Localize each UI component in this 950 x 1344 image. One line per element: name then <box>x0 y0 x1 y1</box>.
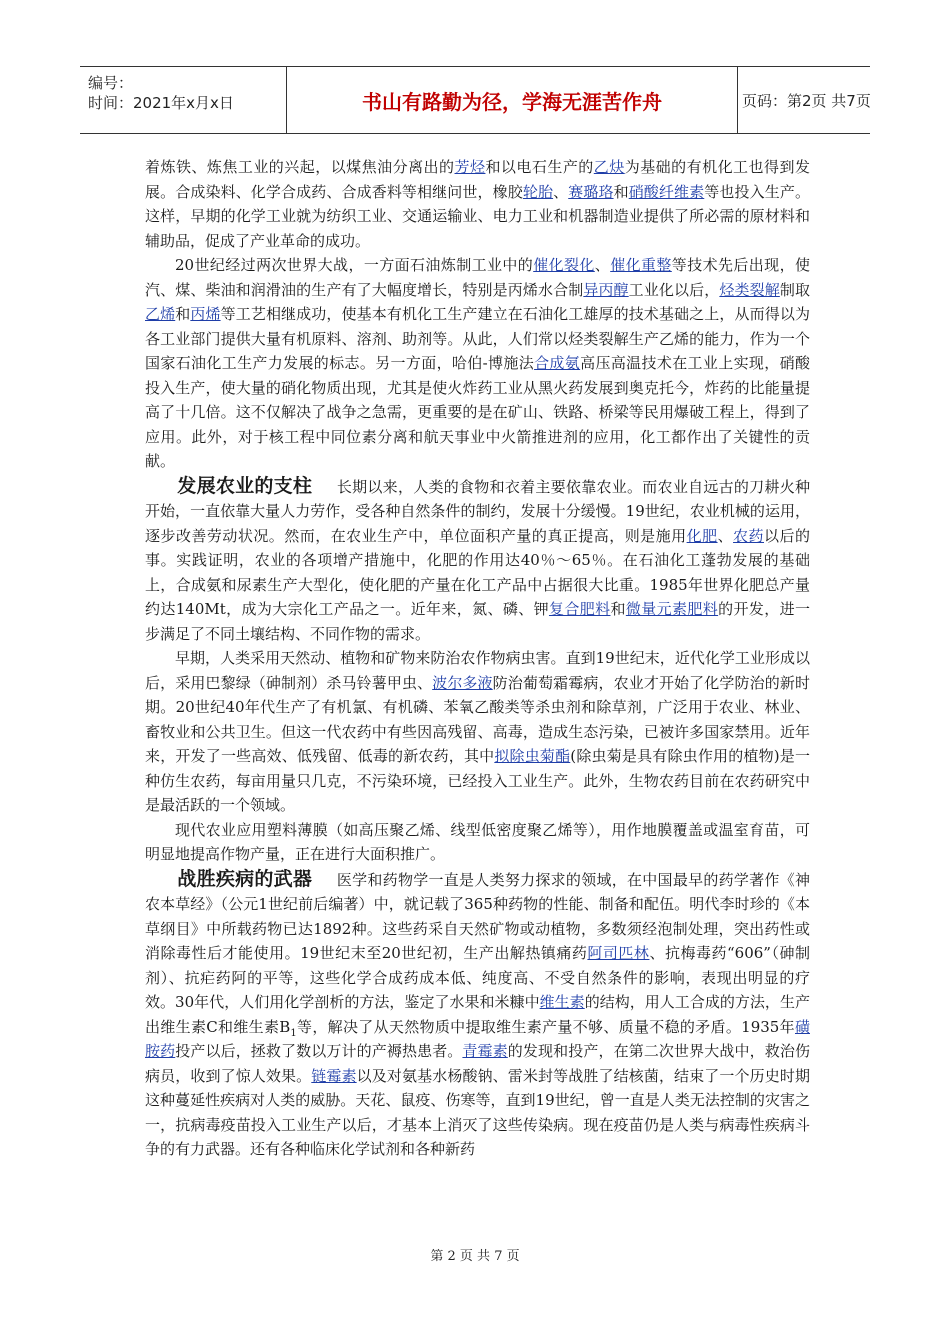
page-header <box>80 66 870 134</box>
paragraph-pesticides: 早期，人类采用天然动、植物和矿物来防治农作物病虫害。直到19世纪末，近代化学工业形成以后，采用巴黎绿（砷制剂）杀马铃薯甲虫、波尔多液防治葡萄霜霉病，农业才开始了化学防治的新时期。20世纪40年代生产了有机氯、有机磷、苯氧乙酸类等杀虫剂和除草剂，广泛用于农业、林业、畜牧业和公共卫生。但这一代农药中有些因高残留、高毒，造成生态污染，已被许多国家禁用。近年来，开发了一些高效、低残留、低毒的新农药，其中拟除虫菊酯(除虫菊是具有除虫作用的植物)是一种仿生农药，每亩用量只几克，不污染环境，已经投入工业生产。此外，生物农药目前在农药研究中是最活跃的一个领域。 <box>145 649 810 814</box>
term-link[interactable]: 农药 <box>733 526 764 545</box>
term-link[interactable]: 丙烯 <box>190 305 221 323</box>
term-link[interactable]: 烃类裂解 <box>719 280 780 299</box>
page-footer: 第 2 页 共 7 页 <box>430 1249 520 1264</box>
paragraph-chemical-industry-early: 着炼铁、炼焦工业的兴起，以煤焦油分离出的芳烃和以电石生产的乙炔为基础的有机化工也得到发展。合成染料、化学合成药、合成香料等相继问世，橡胶轮胎、赛璐珞和硝酸纤维素等也投入生产。这样，早期的化学工业就为纺织工业、交通运输业、电力工业和机器制造业提供了所必需的原材料和辅助品，促成了产业革命的成功。 <box>145 158 810 250</box>
term-link[interactable]: 链霉素 <box>311 1066 357 1085</box>
paragraph-20th-century: 20世纪经过两次世界大战，一方面石油炼制工业中的催化裂化、催化重整等技术先后出现，使汽、煤、柴油和润滑油的生产有了大幅度增长，特别是丙烯水合制异丙醇工业化以后，烃类裂解制取乙烯和丙烯等工艺相继成功，使基本有机化工生产建立在石油化工雄厚的技术基础之上，从而得以为各工业部门提供大量有机原料、溶剂、助剂等。从此，人们常以烃类裂解生产乙烯的能力，作为一个国家石油化工生产力发展的标志。另一方面，哈伯-博施法合成氨高压高温技术在工业上实现，硝酸投入生产，使大量的硝化物质出现，尤其是使火炸药工业从黑火药发展到奥克托今，炸药的比能量提高了十几倍。这不仅解决了战争之急需，更重要的是在矿山、铁路、桥梁等民用爆破工程上，得到了应用。此外，对于核工程中同位素分离和航天事业中火箭推进剂的应用，化工都作出了关键性的贡献。 <box>145 256 810 470</box>
term-link[interactable]: 乙炔 <box>593 158 625 176</box>
term-link[interactable]: 波尔多液 <box>432 673 493 692</box>
paragraph-medicine: 医学和药物学一直是人类努力探求的领域，在中国最早的药学著作《神农本草经》（公元1世纪前后编著）中，就记载了365种药物的性能、制备和配伍。明代李时珍的《本草纲目》中所载药物已达1892种。这些药采自天然矿物或动植物，多数须经泡制处理，突出药性或消除毒性后才能使用。19世纪末至20世纪初，生产出解热镇痛药阿司匹林、抗梅毒药“606”（砷制剂）、抗疟药阿的平等，这些化学合成药成本低、纯度高、不受自然条件的影响，表现出明显的疗效。30年代，人们用化学剖析的方法，鉴定了水果和米糠中维生素的结构，用人工合成的方法，生产出维生素C和维生素$B_1$等，解决了从天然物质中提取维生素产量不够、质量不稳的矛盾。1935年磺胺药投产以后，拯救了数以万计的产褥热患者。青霉素的发现和投产，在第二次世界大战中，救治伤病员，收到了惊人效果。链霉素以及对氨基水杨酸钠、雷米封等战胜了结核菌，结束了一个历史时期这种蔓延性疾病对人类的威胁。天花、鼠疫、伤寒等，直到19世纪，曾一直是人类无法控制的灾害之一，抗病毒疫苗投入工业生产以后，才基本上消灭了这些传染病。现在疫苗仍是人类与病毒性疾病斗争的有力武器。还有各种临床化学试剂和各种新药 <box>145 870 810 1158</box>
term-link[interactable]: 磺胺药 <box>145 1017 810 1060</box>
term-link[interactable]: 乙烯 <box>145 305 176 323</box>
term-link[interactable]: 催化重整 <box>610 256 672 274</box>
header-meta <box>88 73 288 113</box>
section-title-agriculture: 发展农业的支柱 <box>177 474 313 497</box>
term-link[interactable]: 维生素 <box>539 993 585 1011</box>
subscript: 1 <box>290 1027 297 1039</box>
term-link[interactable]: 青霉素 <box>462 1042 508 1060</box>
term-link[interactable]: 赛璐珞 <box>568 182 614 201</box>
term-link[interactable]: 芳烃 <box>454 158 486 176</box>
section-title-medicine: 战胜疾病的武器 <box>177 867 313 890</box>
term-link[interactable]: 异丙醇 <box>583 280 629 299</box>
term-link[interactable]: 阿司匹林 <box>587 944 650 962</box>
document-body <box>145 155 810 1162</box>
document-date: 时间：2021年x月x日 <box>88 94 234 112</box>
header-page-number: 页码：第2页 共7页 <box>742 91 871 110</box>
term-link[interactable]: 催化裂化 <box>533 256 595 274</box>
section-agriculture <box>145 474 810 647</box>
paragraph-plastic-film: 现代农业应用塑料薄膜（如高压聚乙烯、线型低密度聚乙烯等），用作地膜覆盖或温室育苗，可明显地提高作物产量，正在进行大面积推广。 <box>145 820 810 863</box>
term-link[interactable]: 轮胎 <box>522 182 554 201</box>
term-link[interactable]: 合成氨 <box>534 354 581 372</box>
term-link[interactable]: 化肥 <box>686 526 718 545</box>
paragraph-agriculture: 长期以来，人类的食物和衣着主要依靠农业。而农业自远古的刀耕火种开始，一直依靠大量人力劳作，受各种自然条件的制约，发展十分缓慢。19世纪，农业机械的运用，逐步改善劳动状况。然而，在农业生产中，单位面积产量的真正提高，则是施用化肥、农药以后的事。实践证明，农业的各项增产措施中，化肥的作用达40％～65％。在石油化工蓬勃发展的基础上，合成氨和尿素生产大型化，使化肥的产量在化工产品中占据很大比重。1985年世界化肥总产量约达140Mt，成为大宗化工产品之一。近年来，氮、磷、钾复合肥料和微量元素肥料的开发，进一步满足了不同土壤结构、不同作物的需求。 <box>145 477 810 643</box>
term-link[interactable]: 微量元素肥料 <box>625 600 719 618</box>
header-motto: 书山有路勤为径，学海无涯苦作舟 <box>286 67 738 133</box>
section-medicine <box>145 867 810 1162</box>
term-link[interactable]: 复合肥料 <box>548 600 611 618</box>
term-link[interactable]: 拟除虫菊酯 <box>494 747 571 765</box>
term-link[interactable]: 硝酸纤维素 <box>628 182 705 201</box>
document-number-label: 编号： <box>88 74 134 92</box>
